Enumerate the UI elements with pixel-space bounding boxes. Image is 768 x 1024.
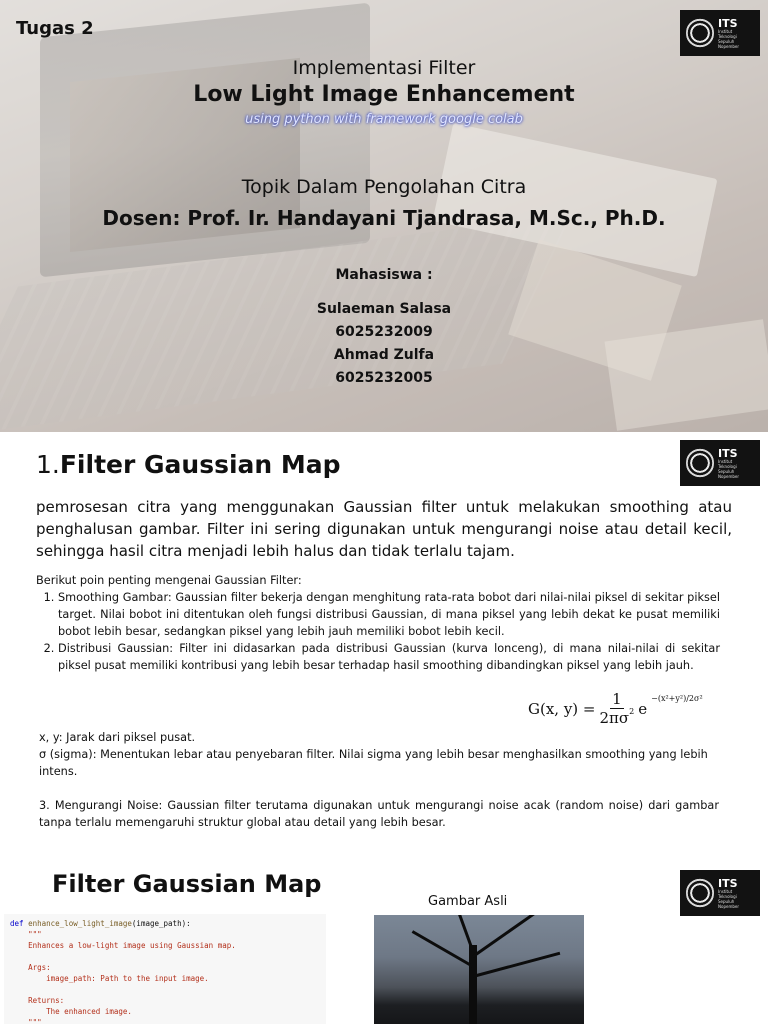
gaussian-code-slide xyxy=(0,858,768,1024)
its-logo-line: Teknologi xyxy=(718,893,737,899)
list-item: 1. Smoothing Gambar: Gaussian filter bekerja dengan menghitung rata-rata bobot dari nilai-nilai piksel di sekitar piksel target. Nilai bobot ini ditentukan oleh fungsi distribusi Gaussian, di mana piksel yang lebih dekat ke pusat memiliki bobot lebih besar, sedangkan piksel yang lebih jauh memiliki bobot lebih kecil. xyxy=(58,589,720,640)
its-logo-line: Institut xyxy=(718,458,733,464)
noise-note: 3. Mengurangi Noise: Gaussian filter terutama digunakan untuk mengurangi noise acak (random noise) dari gambar tanpa terlalu memengaruhi struktur global atau detail yang lebih besar. xyxy=(39,799,719,829)
variable-xy: x, y: Jarak dari piksel pusat. xyxy=(39,731,196,744)
its-logo-line: Sepuluh Nopember xyxy=(718,468,739,479)
intro-paragraph: pemrosesan citra yang menggunakan Gaussian filter untuk melakukan smoothing atau penghalusan gambar. Filter ini sering digunakan untuk mengurangi noise atau detail kecil, sehingga hasil citra menjadi lebih halus dan tidak terlalu tajam. xyxy=(36,498,732,560)
its-logo xyxy=(680,10,760,56)
points-intro: Berikut poin penting mengenai Gaussian Filter: xyxy=(36,574,302,587)
its-logo-label: ITS xyxy=(718,16,738,30)
formula-denominator: 2πσ xyxy=(599,709,630,727)
its-logo-line: Sepuluh Nopember xyxy=(718,898,739,909)
students-label: Mahasiswa : xyxy=(335,267,433,283)
its-emblem-icon xyxy=(686,876,714,910)
its-emblem-icon xyxy=(686,16,714,50)
variables-section xyxy=(39,729,723,780)
formula-fraction xyxy=(600,690,635,727)
original-image xyxy=(374,915,584,1024)
variable-sigma: σ (sigma): Menentukan lebar atau penyebaran filter. Nilai sigma yang lebih besar menghasilkan smoothing yang lebih intens. xyxy=(39,748,708,778)
formula-lhs: G(x, y) = xyxy=(528,699,596,718)
code-line: Enhances a low-light image using Gaussian map. xyxy=(28,941,236,950)
its-logo-line: Teknologi xyxy=(718,33,737,39)
points-list xyxy=(36,589,720,674)
points-section xyxy=(36,572,720,674)
its-logo-text xyxy=(718,448,754,479)
formula-denominator-sup: 2 xyxy=(629,707,635,716)
its-logo-text xyxy=(718,18,754,49)
code-line: """ xyxy=(28,930,42,939)
its-logo-line: Sepuluh Nopember xyxy=(718,38,739,49)
formula-denominator-wrap xyxy=(600,709,635,727)
lecturer: Dosen: Prof. Ir. Handayani Tjandrasa, M.Sc., Ph.D. xyxy=(102,206,666,230)
its-logo xyxy=(680,440,760,486)
code-line: """ xyxy=(28,1018,42,1024)
tree-branch xyxy=(412,930,474,968)
its-emblem-icon xyxy=(686,446,714,480)
course-topic: Topik Dalam Pengolahan Citra xyxy=(241,176,527,198)
student-name: Ahmad Zulfa xyxy=(333,347,435,363)
its-logo-line: Teknologi xyxy=(718,463,737,469)
title-line-1: Implementasi Filter xyxy=(292,57,476,79)
tree-branch xyxy=(472,915,539,958)
tree-branch xyxy=(451,915,474,952)
its-logo-text xyxy=(718,878,754,909)
formula-base: e xyxy=(638,699,648,718)
section-number: 1. xyxy=(36,450,60,479)
title-slide xyxy=(0,0,768,432)
title-line-2: Low Light Image Enhancement xyxy=(193,82,575,107)
code-keyword: def xyxy=(10,919,24,928)
assignment-tag: Tugas 2 xyxy=(16,18,94,39)
slide-heading: Filter Gaussian Map xyxy=(52,870,322,898)
code-function-name: enhance_low_light_image xyxy=(28,919,132,928)
student-id: 6025232005 xyxy=(335,370,433,386)
code-line: image_path: Path to the input image. xyxy=(46,974,209,983)
code-line: Returns: xyxy=(28,996,65,1005)
subtitle: using python with framework google colab xyxy=(245,112,523,127)
formula-exponent: −(x²+y²)/2σ² xyxy=(651,694,703,703)
section-title: Filter Gaussian Map xyxy=(59,450,341,479)
code-line: Args: xyxy=(28,963,51,972)
gaussian-formula xyxy=(528,690,703,727)
title-slide-content xyxy=(0,0,768,432)
its-logo xyxy=(680,870,760,916)
tree-branch xyxy=(473,952,561,978)
gaussian-explanation-slide xyxy=(0,432,768,848)
student-name: Sulaeman Salasa xyxy=(316,301,452,317)
formula-numerator: 1 xyxy=(612,690,622,708)
code-block xyxy=(4,914,326,1024)
its-logo-label: ITS xyxy=(718,446,738,460)
list-item: 2. Distribusi Gaussian: Filter ini didasarkan pada distribusi Gaussian (kurva lonceng), di mana nilai-nilai di sekitar piksel pusat memiliki kontribusi yang lebih besar terhadap hasil smoothing dibandingkan piksel yang lebih jauh. xyxy=(58,640,720,674)
its-logo-label: ITS xyxy=(718,876,738,890)
student-id: 6025232009 xyxy=(335,324,433,340)
code-line: The enhanced image. xyxy=(46,1007,132,1016)
slide-heading xyxy=(36,450,341,479)
its-logo-line: Institut xyxy=(718,888,733,894)
image-caption: Gambar Asli xyxy=(428,894,508,909)
code-params: (image_path): xyxy=(131,919,191,928)
its-logo-line: Institut xyxy=(718,28,733,34)
